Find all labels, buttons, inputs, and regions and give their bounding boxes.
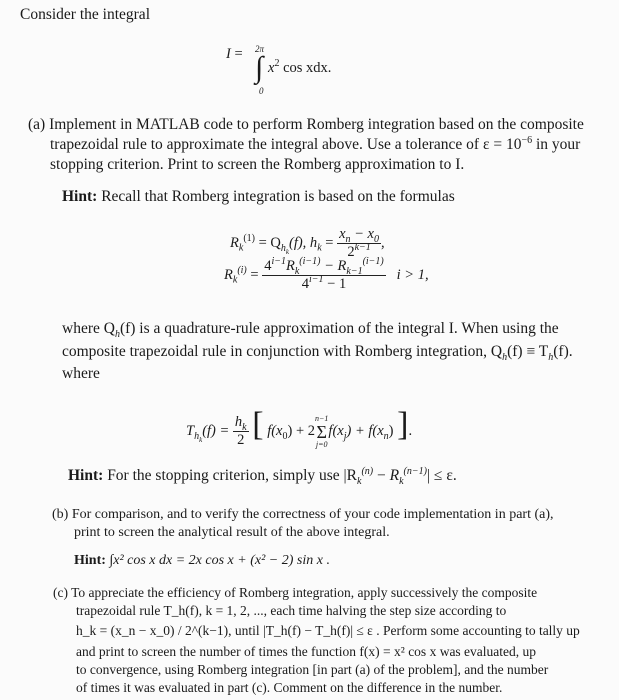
r1-lhs: R <box>230 234 239 251</box>
integral-body <box>268 60 331 77</box>
hint-2-end: | ≤ ε. <box>426 467 457 484</box>
integrand: x <box>268 60 275 76</box>
part-b-hint-label: Hint: <box>74 553 106 568</box>
where-line-2-start: composite trapezoidal rule in conjunction with Romberg integration, Q <box>62 343 503 360</box>
part-c-line5: to convergence, using Romberg integration [in part (a) of the problem], and the number <box>76 662 549 677</box>
part-c-line6: of times it was evaluated in part (c). Comment on the difference in the number. <box>76 680 503 695</box>
hint-1 <box>62 186 455 207</box>
right-bracket-icon: ] <box>397 406 409 443</box>
where-line-1-rest: (f) is a quadrature-rule approximation of the integral I. When using the <box>119 320 559 337</box>
part-c-line2: trapezoidal rule T_h(f), k = 1, 2, ..., each time halving the step size according to <box>76 603 507 618</box>
sum-icon: Σ <box>316 421 327 442</box>
part-b-line1: (b) For comparison, and to verify the correctness of your code implementation in part (a), <box>52 507 554 522</box>
integral-lhs: I <box>226 46 231 62</box>
romberg-formula-1: $R_k^{(1)} = Q_{h_k}(f)$, $h_k$ = $\frac{x_n - x_0}{2^{k-1}}$ , <box>230 226 385 260</box>
part-b-hint-text: ∫x² cos x dx = 2x cos x + (x² − 2) sin x . <box>109 553 330 568</box>
r2-lhs: R <box>224 266 233 283</box>
hint-2: Hint: For the stopping criterion, simply use $|R_k^{(n)} - R_k^{(n-1)}| \le \varepsilon$. <box>68 465 457 488</box>
part-c-line3: h_k = (x_n − x_0) / 2^(k−1), until |T_h(f) − T_h(f)| ≤ ε . Perform some accounting to tally up <box>76 623 580 638</box>
part-a-line1: (a) Implement in MATLAB code to perform Romberg integration based on the composite <box>28 116 584 133</box>
part-c-line4: and print to screen the number of times the function f(x) = x² cos x was evaluated, up <box>76 644 537 659</box>
trap-lhs-f: (f) = <box>202 423 230 439</box>
part-a-line3: stopping criterion. Print to screen the Romberg approximation to I. <box>50 156 465 173</box>
r1-mid: = Q <box>258 234 281 251</box>
sum-block: n−1 Σ j=0 <box>315 413 329 449</box>
intro-text: Consider the integral <box>20 6 150 23</box>
part-a-line2-text: trapezoidal rule to approximate the integral above. Use a tolerance of ε = 10 <box>50 136 522 153</box>
hint-2-text: For the stopping criterion, simply use |R <box>103 467 357 484</box>
r2-condition: i > 1, <box>396 266 429 283</box>
romberg-formula-2: $R_k^{(i)}$ = $\frac{4^{i-1}R_k^{(i-1)} - R_{k-1}^{(i-1)}}{4^{i-1} - 1}$ i > 1, <box>224 256 429 292</box>
left-bracket-icon: [ <box>252 406 264 443</box>
trap-fraction: $\frac{h_k}{2}$ <box>234 414 247 449</box>
part-c-line1: (c) To appreciate the efficiency of Romberg integration, apply successively the composite <box>53 585 538 600</box>
part-a-line2 <box>50 134 580 155</box>
part-b-hint <box>74 551 330 570</box>
where-line-2-rest: (f) ≡ T <box>507 343 549 360</box>
trap-lhs: T <box>186 423 195 439</box>
r1-eq: = <box>325 234 334 251</box>
integral-sign-icon: ∫ <box>255 51 264 84</box>
hint-2-label: Hint: <box>68 467 104 484</box>
r2-fraction: $\frac{4^{i-1}R_k^{(i-1)} - R_{k-1}^{(i-1)}}{4^{i-1} - 1}$ <box>264 256 384 292</box>
integral-eq: = <box>234 46 243 62</box>
trapezoid-formula: $T_{h_k}(f)$ = $\frac{h_k}{2}$ [ $f(x_0) + 2$ n−1 Σ j=0 $f(x_j) + f(x_n)$ ]. <box>186 406 413 449</box>
hint-1-label: Hint: <box>62 188 98 205</box>
integrand-tail: cos xdx. <box>283 60 332 76</box>
main-integral <box>226 46 243 63</box>
where-line-3: where <box>62 365 100 382</box>
part-a-line2-end: in your <box>532 136 581 153</box>
where-line-2-end: (f). <box>553 343 573 360</box>
where-line-2: composite trapezoidal rule in conjunction with Romberg integration, $Q_h(f) \equiv T_h(f)$. <box>62 343 573 364</box>
hint-1-text: Recall that Romberg integration is based on the formulas <box>97 188 455 205</box>
where-line-1-start: where Q <box>62 320 115 337</box>
where-line-1: where $Q_h(f)$ is a quadrature-rule approximation of the integral I. When using the <box>62 320 559 341</box>
r1-fraction: $\frac{x_n - x_0}{2^{k-1}}$ <box>339 226 379 260</box>
integrand-exp: 2 <box>274 58 280 70</box>
integral-upper: 2π <box>255 44 265 54</box>
integral-lower: 0 <box>259 86 264 96</box>
r1-f: (f), h <box>289 234 318 251</box>
part-b-line2: print to screen the analytical result of the above integral. <box>74 525 390 540</box>
tolerance-exp: −6 <box>521 134 533 146</box>
